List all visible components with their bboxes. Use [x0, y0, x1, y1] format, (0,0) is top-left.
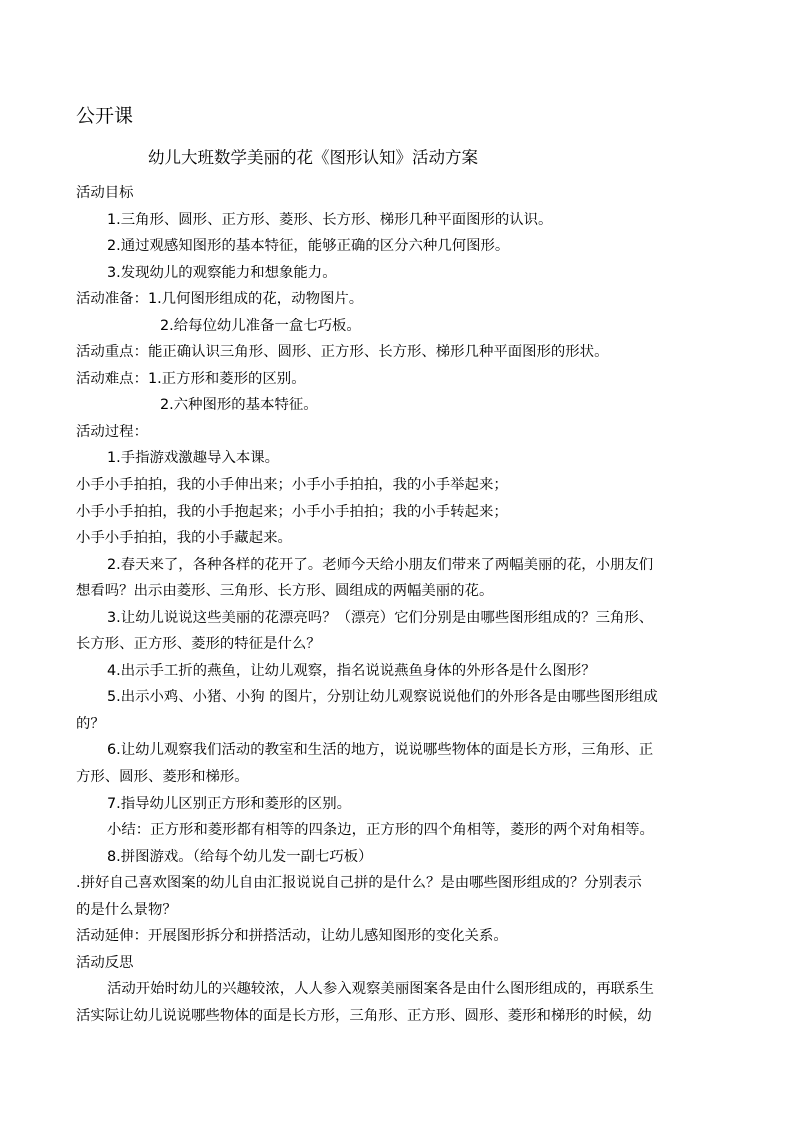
- process-step-3-cont: 长方形、正方形、菱形的特征是什么？: [76, 636, 321, 653]
- finger-game-line-3: 小手小手拍拍，我的小手藏起来。: [76, 530, 292, 547]
- reflection-line-2: 活实际让幼儿说说哪些物体的面是长方形，三角形、正方形、圆形、菱形和梯形的时候，幼: [76, 1007, 652, 1024]
- section-heading-reflection: 活动反思: [76, 954, 134, 971]
- process-step-5: 5.出示小鸡、小猪、小狗 的图片，分别让幼儿观察说说他们的外形各是由哪些图形组成: [107, 689, 658, 706]
- process-step-7: 7.指导幼儿区别正方形和菱形的区别。: [107, 795, 351, 812]
- goal-item-2: 2.通过观感知图形的基本特征，能够正确的区分六种几何图形。: [107, 238, 510, 255]
- puzzle-report-cont: 的是什么景物？: [76, 901, 177, 918]
- process-step-4: 4.出示手工折的燕鱼，让幼儿观察，指名说说燕鱼身体的外形各是什么图形？: [107, 662, 596, 679]
- preparation-item-1: 活动准备：1.几何图形组成的花，动物图片。: [76, 291, 364, 308]
- section-heading-goals: 活动目标: [76, 185, 134, 201]
- process-step-6: 6.让幼儿观察我们活动的教室和生活的地方，说说哪些物体的面是长方形，三角形、正: [107, 742, 654, 759]
- reflection-line-1: 活动开始时幼儿的兴趣较浓，人人参入观察美丽图案各是由什么图形组成的，再联系生: [107, 981, 654, 998]
- summary: 小结：正方形和菱形都有相等的四条边，正方形的四个角相等，菱形的两个对角相等。: [107, 822, 654, 839]
- process-step-6-cont: 方形、圆形、菱形和梯形。: [76, 769, 249, 786]
- course-label: 公开课: [76, 105, 134, 127]
- process-step-1: 1.手指游戏激趣导入本课。: [107, 450, 280, 467]
- section-heading-process: 活动过程：: [76, 423, 148, 440]
- process-step-3: 3.让幼儿说说这些美丽的花漂亮吗？（漂亮）它们分别是由哪些图形组成的？三角形、: [107, 609, 654, 626]
- difficulty-item-1: 活动难点：1.正方形和菱形的区别。: [76, 370, 306, 387]
- process-step-5-cont: 的？: [76, 715, 105, 732]
- process-step-2-cont: 想看吗？出示由菱形、三角形、长方形、圆组成的两幅美丽的花。: [76, 583, 494, 600]
- extension: 活动延伸：开展图形拆分和拼搭活动，让幼儿感知图形的变化关系。: [76, 928, 508, 945]
- difficulty-item-2: 2.六种图形的基本特征。: [160, 397, 318, 414]
- goal-item-3: 3.发现幼儿的观察能力和想象能力。: [107, 264, 337, 281]
- puzzle-report: .拼好自己喜欢图案的幼儿自由汇报说说自己拼的是什么？是由哪些图形组成的？分别表示: [76, 875, 642, 892]
- finger-game-line-2: 小手小手拍拍，我的小手抱起来；小手小手拍拍；我的小手转起来；: [76, 503, 508, 520]
- goal-item-1: 1.三角形、圆形、正方形、菱形、长方形、梯形几种平面图形的认识。: [107, 211, 553, 228]
- document-title: 幼儿大班数学美丽的花《图形认知》活动方案: [148, 148, 478, 167]
- document-body: [76, 180, 726, 1030]
- preparation-item-2: 2.给每位幼儿准备一盒七巧板。: [160, 317, 361, 334]
- process-step-8: 8.拼图游戏。（给每个幼儿发一副七巧板）: [107, 848, 373, 865]
- key-points: 活动重点：能正确认识三角形、圆形、正方形、长方形、梯形几种平面图形的形状。: [76, 344, 609, 361]
- finger-game-line-1: 小手小手拍拍，我的小手伸出来；小手小手拍拍，我的小手举起来；: [76, 477, 508, 494]
- process-step-2: 2.春天来了，各种各样的花开了。老师今天给小朋友们带来了两幅美丽的花，小朋友们: [107, 556, 654, 573]
